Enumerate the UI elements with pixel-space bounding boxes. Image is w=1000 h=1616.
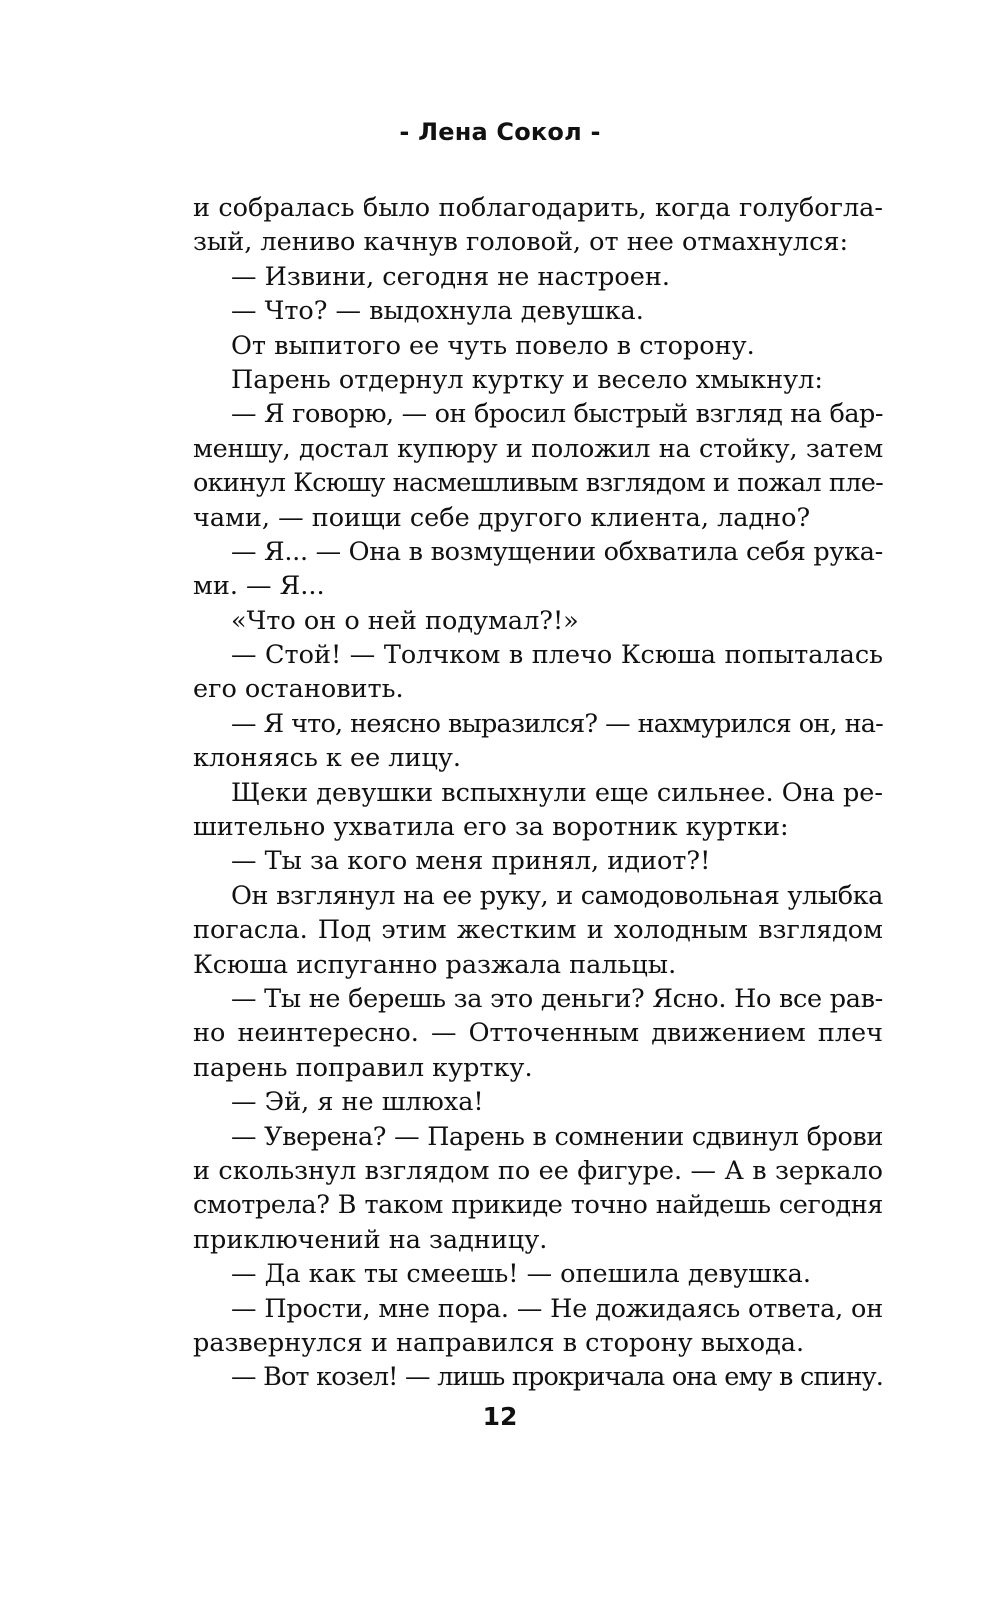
text-line: — Ты за кого меня принял, идиот?! (231, 846, 711, 877)
text-line: — Ты не берешь за это деньги? Ясно. Но все рав- (231, 983, 883, 1014)
text-line: — Что? — выдохнула девушка. (231, 296, 644, 327)
text-line: — Да как ты смеешь! — опешила девушка. (231, 1259, 811, 1290)
text-line: парень поправил куртку. (193, 1052, 533, 1083)
text-line: смотрела? В таком прикиде точно найдешь сегодня (193, 1190, 883, 1221)
text-line: Он взглянул на ее руку, и самодовольная улыбка (231, 880, 883, 911)
text-line: Щеки девушки вспыхнули еще сильнее. Она ре- (231, 777, 883, 808)
text-line: — Эй, я не шлюха! (231, 1087, 484, 1118)
text-line: — Стой! — Толчком в плечо Ксюша попыталась (231, 640, 883, 671)
text-line: — Прости, мне пора. — Не дожидаясь ответа, он (231, 1293, 883, 1324)
text-line: зый, лениво качнув головой, от нее отмахнулся: (193, 227, 849, 258)
text-line: меншу, достал купюру и положил на стойку, затем (193, 433, 883, 464)
text-line: — Извини, сегодня не настроен. (231, 261, 670, 292)
text-line: приключений на задницу. (193, 1224, 548, 1255)
body-text (193, 191, 883, 1395)
text-line: клоняясь к ее лицу. (193, 743, 461, 774)
text-line: развернулся и направился в сторону выхода. (193, 1327, 805, 1358)
text-line: Ксюша испуганно разжала пальцы. (193, 949, 677, 980)
text-line: и собралась было поблагодарить, когда голубогла- (193, 193, 883, 223)
text-line: но неинтересно. — Отточенным движением плеч (193, 1018, 883, 1049)
text-line: От выпитого ее чуть повело в сторону. (231, 330, 755, 361)
text-line: — Я... — Она в возмущении обхватила себя рука- (231, 536, 883, 567)
text-line: ми. — Я... (193, 571, 325, 602)
text-line: — Я что, неясно выразился? — нахмурился он, на- (231, 708, 883, 739)
text-line: — Я говорю, — он бросил быстрый взгляд на бар- (231, 399, 883, 430)
text-line: и скользнул взглядом по ее фигуре. — А в зеркало (193, 1155, 883, 1186)
running-header-author: - Лена Сокол - (399, 118, 601, 146)
text-line: шительно ухватила его за воротник куртки: (193, 812, 789, 843)
text-line: «Что он о ней подумал?!» (231, 605, 579, 636)
text-line: его остановить. (193, 674, 404, 705)
text-line: — Вот козел! — лишь прокричала она ему в спину. (231, 1362, 883, 1393)
text-line: — Уверена? — Парень в сомнении сдвинул брови (231, 1121, 883, 1152)
text-line: погасла. Под этим жестким и холодным взглядом (193, 915, 883, 946)
page-number: 12 (482, 1402, 518, 1431)
text-line: окинул Ксюшу насмешливым взглядом и пожал пле- (193, 468, 883, 499)
text-line: чами, — поищи себе другого клиента, ладно? (193, 502, 811, 533)
text-line: Парень отдернул куртку и весело хмыкнул: (231, 364, 823, 395)
